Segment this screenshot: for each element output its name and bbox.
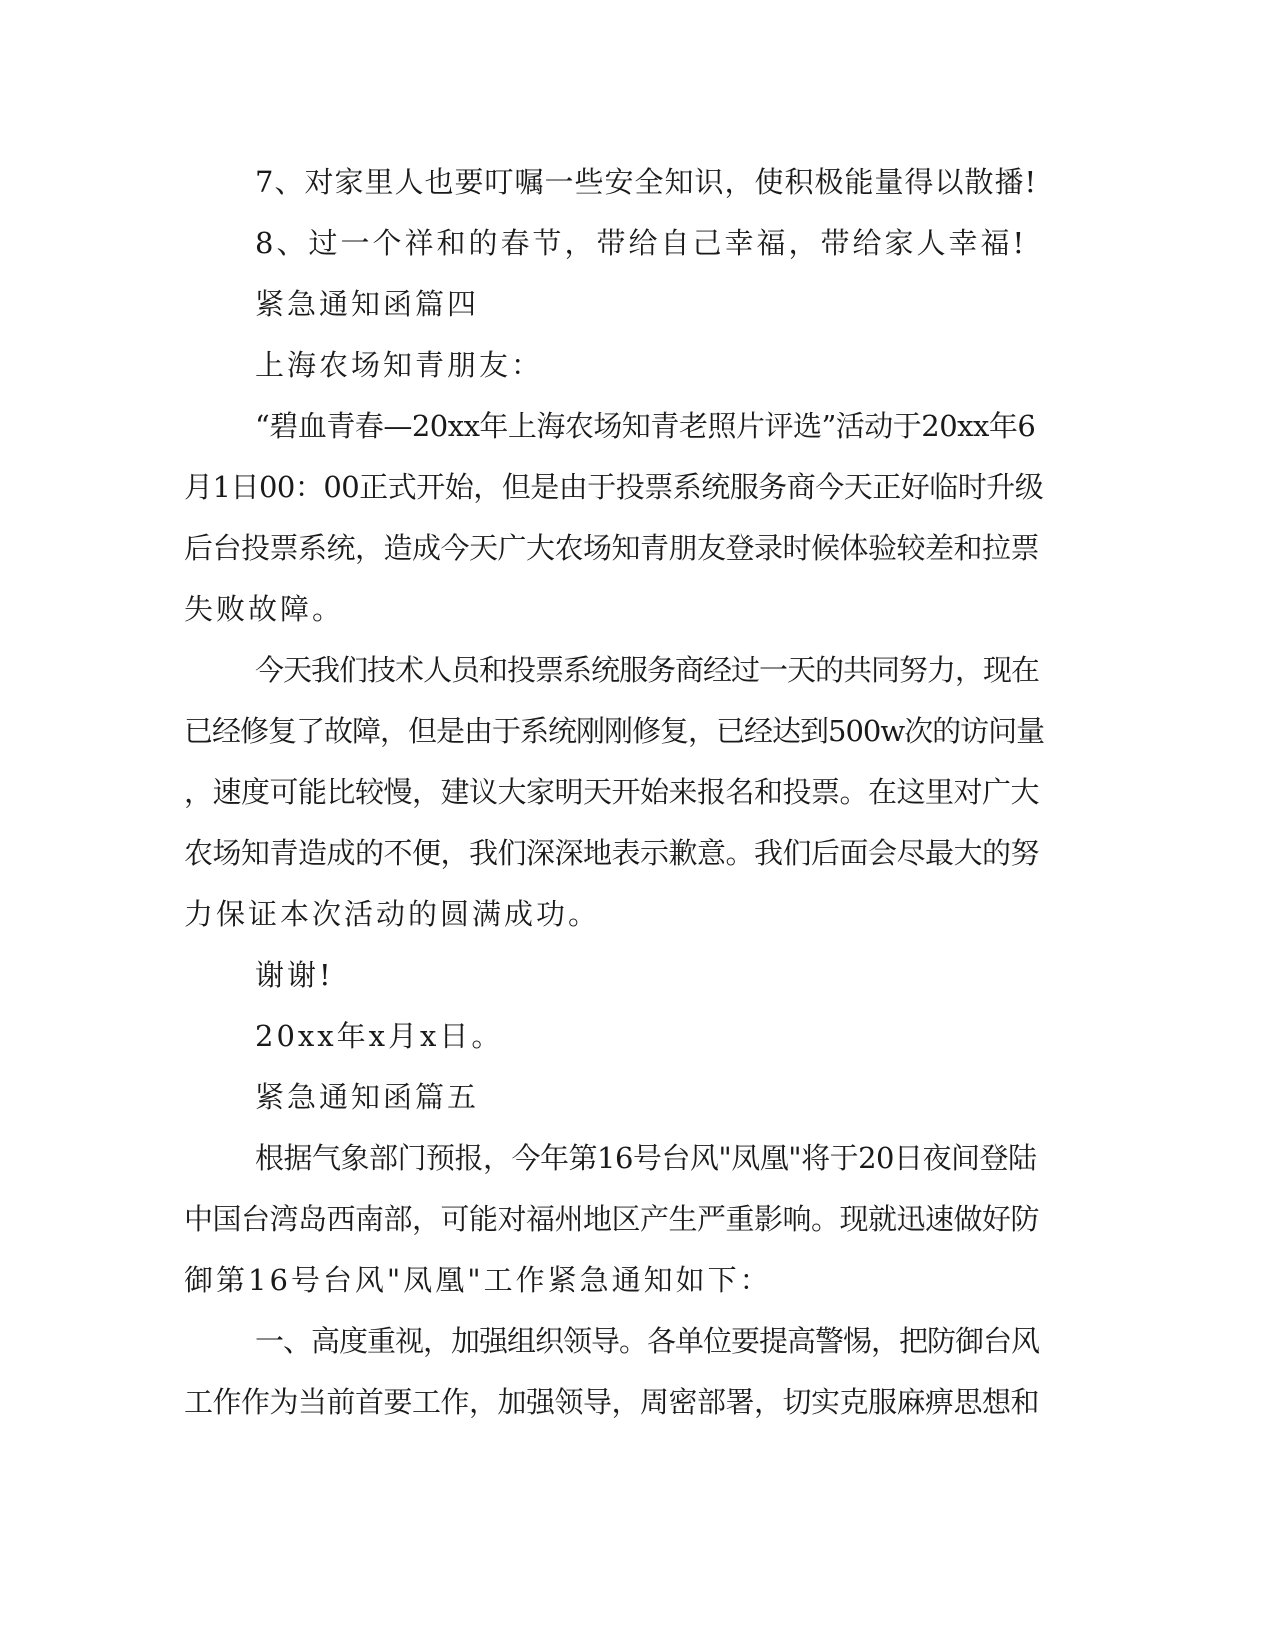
paragraph-line: 失败故障。 [184, 592, 345, 626]
paragraph-line: 后台投票系统，造成今天广大农场知青朋友登录时候体验较差和拉票 [184, 531, 1040, 565]
section-heading: 紧急通知函篇五 [255, 1080, 480, 1114]
paragraph-line: 一、高度重视，加强组织领导。各单位要提高警惕，把防御台风 [255, 1324, 1040, 1358]
paragraph-line: 中国台湾岛西南部，可能对福州地区产生严重影响。现就迅速做好防 [184, 1202, 1040, 1236]
date-line: 20xx年x月x日。 [255, 1019, 504, 1053]
paragraph-line: ，速度可能比较慢，建议大家明天开始来报名和投票。在这里对广大 [184, 775, 1040, 809]
salutation: 上海农场知青朋友： [255, 348, 544, 382]
paragraph-line: 8、过一个祥和的春节，带给自己幸福，带给家人幸福! [255, 226, 1028, 260]
paragraph-line: 工作作为当前首要工作，加强领导，周密部署，切实克服麻痹思想和 [184, 1385, 1040, 1419]
paragraph-line: 根据气象部门预报，今年第16号台风"凤凰"将于20日夜间登陆 [255, 1141, 1037, 1175]
paragraph-line: 已经修复了故障，但是由于系统刚刚修复，已经达到500w次的访问量 [184, 714, 1045, 748]
paragraph-line: 今天我们技术人员和投票系统服务商经过一天的共同努力，现在 [255, 653, 1040, 687]
paragraph-line: 月1日00：00正式开始，但是由于投票系统服务商今天正好临时升级 [184, 470, 1044, 504]
paragraph-line: “碧血青春—20xx年上海农场知青老照片评选”活动于20xx年6 [255, 409, 1036, 443]
section-heading: 紧急通知函篇四 [255, 287, 480, 321]
paragraph-line: 7、对家里人也要叮嘱一些安全知识，使积极能量得以散播! [255, 165, 1038, 199]
paragraph-line: 御第16号台风"凤凰"工作紧急通知如下： [184, 1263, 772, 1297]
paragraph-line: 农场知青造成的不便，我们深深地表示歉意。我们后面会尽最大的努 [184, 836, 1040, 870]
paragraph-line: 力保证本次活动的圆满成功。 [184, 897, 601, 931]
closing-thanks: 谢谢! [255, 958, 334, 992]
